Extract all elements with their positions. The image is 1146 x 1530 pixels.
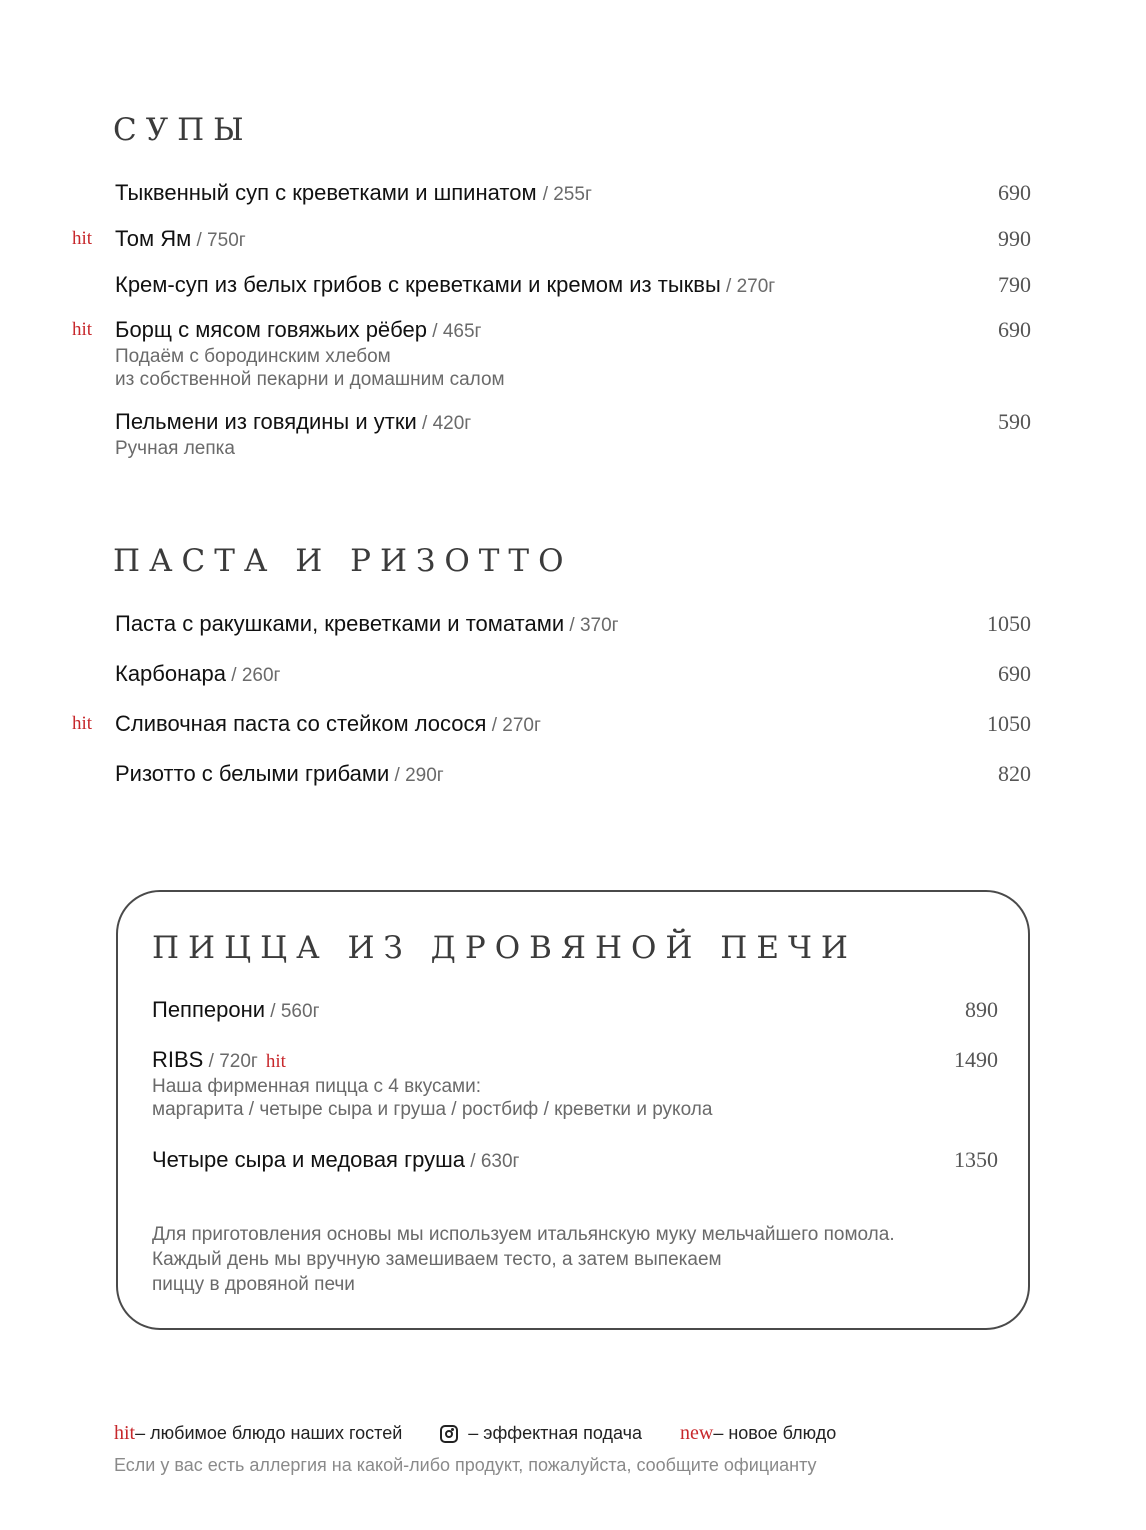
item-price: 790 — [998, 272, 1031, 297]
description-line: Наша фирменная пицца с 4 вкусами: — [152, 1076, 482, 1097]
item-description — [115, 345, 1031, 391]
item-weight: / 290г — [389, 765, 444, 786]
item-weight: / 370г — [564, 615, 619, 636]
menu-item — [152, 1047, 998, 1121]
item-price: 890 — [965, 997, 998, 1022]
item-name: Пельмени из говядины и утки — [115, 409, 417, 434]
allergy-note: Если у вас есть аллергия на какой-либо продукт, пожалуйста, сообщите официанту — [114, 1455, 817, 1475]
item-price: 1490 — [954, 1047, 998, 1072]
menu-item — [115, 180, 1031, 206]
item-name: Борщ с мясом говяжьих рёбер — [115, 317, 427, 342]
section-title-soups: СУПЫ — [113, 112, 253, 148]
item-name: Пепперони — [152, 997, 266, 1022]
item-weight: / 260г — [225, 665, 281, 686]
menu-item — [152, 997, 998, 1023]
item-name: Ризотто с белыми грибами — [115, 761, 390, 786]
item-name: RIBS — [152, 1047, 204, 1072]
description-line: Ручная лепка — [115, 438, 235, 459]
menu-item — [115, 761, 1031, 787]
menu-item — [115, 409, 1031, 460]
menu-item — [115, 711, 1031, 737]
item-weight: / 270г — [486, 715, 541, 736]
hit-tag: hit — [72, 713, 93, 734]
description-line: из собственной пекарни и домашним салом — [115, 369, 505, 390]
legend — [114, 1422, 836, 1445]
hit-tag: hit — [265, 1051, 286, 1072]
item-weight: / 255г — [542, 184, 592, 205]
item-weight: / 270г — [720, 276, 776, 297]
legend-insta-text: – эффектная подача — [468, 1423, 642, 1443]
item-price: 690 — [998, 317, 1031, 342]
note-line: пиццу в дровяной печи — [152, 1274, 355, 1295]
item-name: Карбонара — [115, 661, 226, 686]
item-name: Крем-суп из белых грибов с креветками и кремом из тыквы — [115, 272, 721, 297]
section-title-pizza: ПИЦЦА ИЗ ДРОВЯНОЙ ПЕЧИ — [152, 930, 857, 966]
menu-item — [115, 611, 1031, 637]
item-weight: / 420г — [416, 413, 472, 434]
instagram-icon — [440, 1425, 458, 1443]
section-title-pasta: ПАСТА И РИЗОТТО — [113, 543, 573, 579]
hit-tag: hit — [72, 228, 93, 249]
item-price: 690 — [998, 180, 1031, 205]
item-price: 820 — [998, 761, 1031, 786]
pizza-note — [152, 1222, 895, 1297]
item-price: 1050 — [987, 711, 1031, 736]
note-line: Каждый день мы вручную замешиваем тесто, а затем выпекаем — [152, 1249, 722, 1270]
legend-hit-text: – любимое блюдо наших гостей — [135, 1423, 403, 1443]
item-price: 1350 — [954, 1147, 998, 1172]
menu-item — [152, 1147, 998, 1173]
item-weight: / 720г — [203, 1051, 258, 1072]
item-weight: / 465г — [427, 321, 482, 342]
item-name: Паста с ракушками, креветками и томатами — [115, 611, 565, 636]
item-name: Сливочная паста со стейком лосося — [115, 711, 487, 736]
item-price: 990 — [998, 226, 1031, 251]
menu-item — [115, 226, 1031, 252]
hit-tag: hit — [72, 319, 93, 340]
item-name: Четыре сыра и медовая груша — [152, 1147, 465, 1172]
description-line: маргарита / четыре сыра и груша / ростбиф / креветки и рукола — [152, 1099, 713, 1120]
pizza-section-box — [116, 890, 1030, 1330]
item-weight: / 560г — [265, 1001, 320, 1022]
item-name: Том Ям — [115, 226, 192, 251]
item-weight: / 750г — [191, 230, 246, 251]
item-price: 1050 — [987, 611, 1031, 636]
legend-new-label: new — [679, 1422, 714, 1444]
description-line: Подаём с бородинским хлебом — [115, 346, 391, 367]
note-line: Для приготовления основы мы используем итальянскую муку мельчайшего помола. — [152, 1224, 895, 1245]
item-description — [115, 437, 1031, 460]
item-weight: / 630г — [464, 1151, 520, 1172]
item-price: 690 — [998, 661, 1031, 686]
menu-item — [115, 317, 1031, 391]
item-price: 590 — [998, 409, 1031, 434]
item-description — [152, 1075, 998, 1121]
legend-new-text: – новое блюдо — [713, 1423, 837, 1443]
item-name: Тыквенный суп с креветками и шпинатом — [115, 180, 543, 205]
menu-item — [115, 661, 1031, 687]
legend-hit-label: hit — [114, 1422, 136, 1444]
menu-item — [115, 272, 1031, 298]
